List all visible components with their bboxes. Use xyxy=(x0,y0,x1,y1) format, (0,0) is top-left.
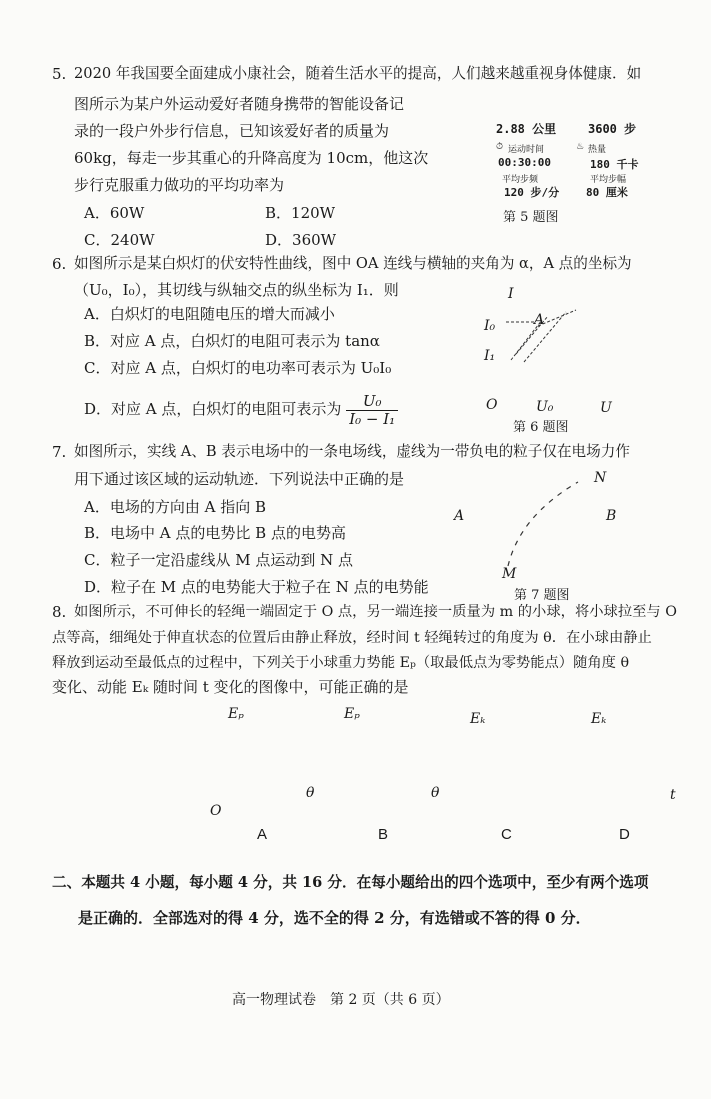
q6-fraction xyxy=(346,393,398,428)
q5-number: 5. xyxy=(52,65,67,83)
q8-option-b: B xyxy=(378,826,389,843)
q8-graph-c-yaxis: Eₖ xyxy=(470,711,486,727)
q6-text-line2: （U₀，I₀），其切线与纵轴交点的纵坐标为 I₁．则 xyxy=(74,281,399,299)
q8-text-line3: 释放到运动至最低点的过程中，下列关于小球重力势能 Eₚ（取最低点为零势能点）随角度 θ xyxy=(52,655,630,671)
device-steps: 3600 步 xyxy=(588,122,637,136)
section2-line1: 二、本题共 4 小题，每小题 4 分，共 16 分．在每小题给出的四个选项中，至少有两个选项 xyxy=(52,874,649,891)
section2-line2: 是正确的．全部选对的得 4 分，选不全的得 2 分，有选错或不答的得 0 分． xyxy=(78,909,591,927)
q7-label-m: M xyxy=(502,566,517,582)
clock-icon: ⏱ xyxy=(496,142,504,152)
q5-device-figure xyxy=(490,118,665,198)
q5-option-b: B．120W xyxy=(265,204,336,222)
q5-option-a: A．60W xyxy=(84,204,145,222)
device-time: 00:30:00 xyxy=(498,156,551,169)
q6-axis-i: I xyxy=(508,286,514,302)
q6-label-i0: I₀ xyxy=(484,318,496,334)
q8-graph-d-yaxis: Eₖ xyxy=(591,711,607,727)
q5-text-line2: 图所示为某户外运动爱好者随身携带的智能设备记 xyxy=(74,95,405,113)
q6-label-origin: O xyxy=(486,397,498,413)
q7-field-figure xyxy=(440,466,640,586)
q7-label-a: A xyxy=(454,508,465,524)
q6-option-a: A．白炽灯的电阻随电压的增大而减小 xyxy=(84,305,335,323)
q6-option-d-text: D．对应 A 点，白炽灯的电阻可表示为 xyxy=(84,400,342,418)
q8-text-line2: 点等高，细绳处于伸直状态的位置后由静止释放，经时间 t 轻绳转过的角度为 θ．在小球由静止 xyxy=(52,630,652,646)
device-cadence-label: 平均步频 xyxy=(502,175,539,185)
flame-icon: ♨ xyxy=(576,142,585,152)
device-calories: 180 千卡 xyxy=(590,158,639,171)
q8-graph-a-yaxis: Eₚ xyxy=(228,706,244,722)
q6-option-c: C．对应 A 点，白炽灯的电功率可表示为 U₀I₀ xyxy=(84,359,392,377)
q6-graph-svg xyxy=(476,282,646,422)
device-time-label: 运动时间 xyxy=(508,145,545,155)
q7-label-n: N xyxy=(594,470,607,486)
q8-option-d: D xyxy=(619,826,630,843)
q7-number: 7. xyxy=(52,443,67,461)
q7-option-a: A．电场的方向由 A 指向 B xyxy=(84,498,266,516)
q6-fraction-denominator: I₀ − I₁ xyxy=(349,409,396,428)
q7-option-d: D．粒子在 M 点的电势能大于粒子在 N 点的电势能 xyxy=(84,578,429,596)
device-stride-label: 平均步幅 xyxy=(590,175,627,185)
q5-text-line3: 录的一段户外步行信息，已知该爱好者的质量为 xyxy=(74,122,390,140)
q7-text-line1: 如图所示，实线 A、B 表示电场中的一条电场线，虚线为一带负电的粒子仅在电场力作 xyxy=(74,443,630,460)
device-stride: 80 厘米 xyxy=(586,186,628,199)
q6-option-b: B．对应 A 点，白炽灯的电阻可表示为 tanα xyxy=(84,332,380,350)
q8-number: 8. xyxy=(52,603,67,621)
q8-graph-a-xaxis: θ xyxy=(306,785,315,801)
device-calorie-label: 热量 xyxy=(588,145,607,155)
q7-label-b: B xyxy=(606,508,617,524)
device-distance: 2.88 公里 xyxy=(496,122,557,136)
q7-text-line2: 用下通过该区域的运动轨迹．下列说法中正确的是 xyxy=(74,470,405,488)
q5-option-c: C．240W xyxy=(84,231,155,249)
q6-axis-u: U xyxy=(600,400,612,416)
q6-fraction-numerator: U₀ xyxy=(346,393,398,411)
q6-label-a: A xyxy=(534,312,545,328)
q6-number: 6. xyxy=(52,255,67,273)
q8-option-a: A xyxy=(257,826,268,843)
q6-iu-graph xyxy=(476,282,646,422)
q5-text-line5: 步行克服重力做功的平均功率为 xyxy=(74,176,285,194)
page-footer: 高一物理试卷 第 2 页（共 6 页） xyxy=(232,992,450,1008)
q7-trajectory-svg xyxy=(440,466,640,586)
q8-option-c: C xyxy=(501,826,512,843)
q6-label-i1: I₁ xyxy=(484,348,496,364)
q6-label-u0: U₀ xyxy=(536,399,554,415)
q6-text-line1: 如图所示是某白炽灯的伏安特性曲线，图中 OA 连线与横轴的夹角为 α，A 点的坐标为 xyxy=(74,255,632,272)
q8-graph-b-yaxis: Eₚ xyxy=(344,706,360,722)
q7-option-b: B．电场中 A 点的电势比 B 点的电势高 xyxy=(84,524,346,542)
q8-graph-b-xaxis: θ xyxy=(431,785,440,801)
q8-graph-d-xaxis: t xyxy=(670,787,676,803)
q7-option-c: C．粒子一定沿虚线从 M 点运动到 N 点 xyxy=(84,551,354,569)
q8-graph-origin: O xyxy=(210,803,222,819)
q8-text-line1: 如图所示，不可伸长的轻绳一端固定于 O 点，另一端连接一质量为 m 的小球，将小球拉至与 O xyxy=(74,604,677,620)
q6-option-d xyxy=(84,386,398,432)
q8-text-line4: 变化、动能 Eₖ 随时间 t 变化的图像中，可能正确的是 xyxy=(52,678,409,696)
q5-text-line4: 60kg，每走一步其重心的升降高度为 10cm，他这次 xyxy=(74,149,429,167)
device-cadence: 120 步/分 xyxy=(504,186,560,199)
q6-caption: 第 6 题图 xyxy=(513,420,569,435)
q5-text-line1: 2020 年我国要全面建成小康社会，随着生活水平的提高，人们越来越重视身体健康．如 xyxy=(74,65,642,82)
q5-option-d: D．360W xyxy=(265,231,337,249)
q7-caption: 第 7 题图 xyxy=(514,588,570,603)
q5-caption: 第 5 题图 xyxy=(503,210,559,225)
